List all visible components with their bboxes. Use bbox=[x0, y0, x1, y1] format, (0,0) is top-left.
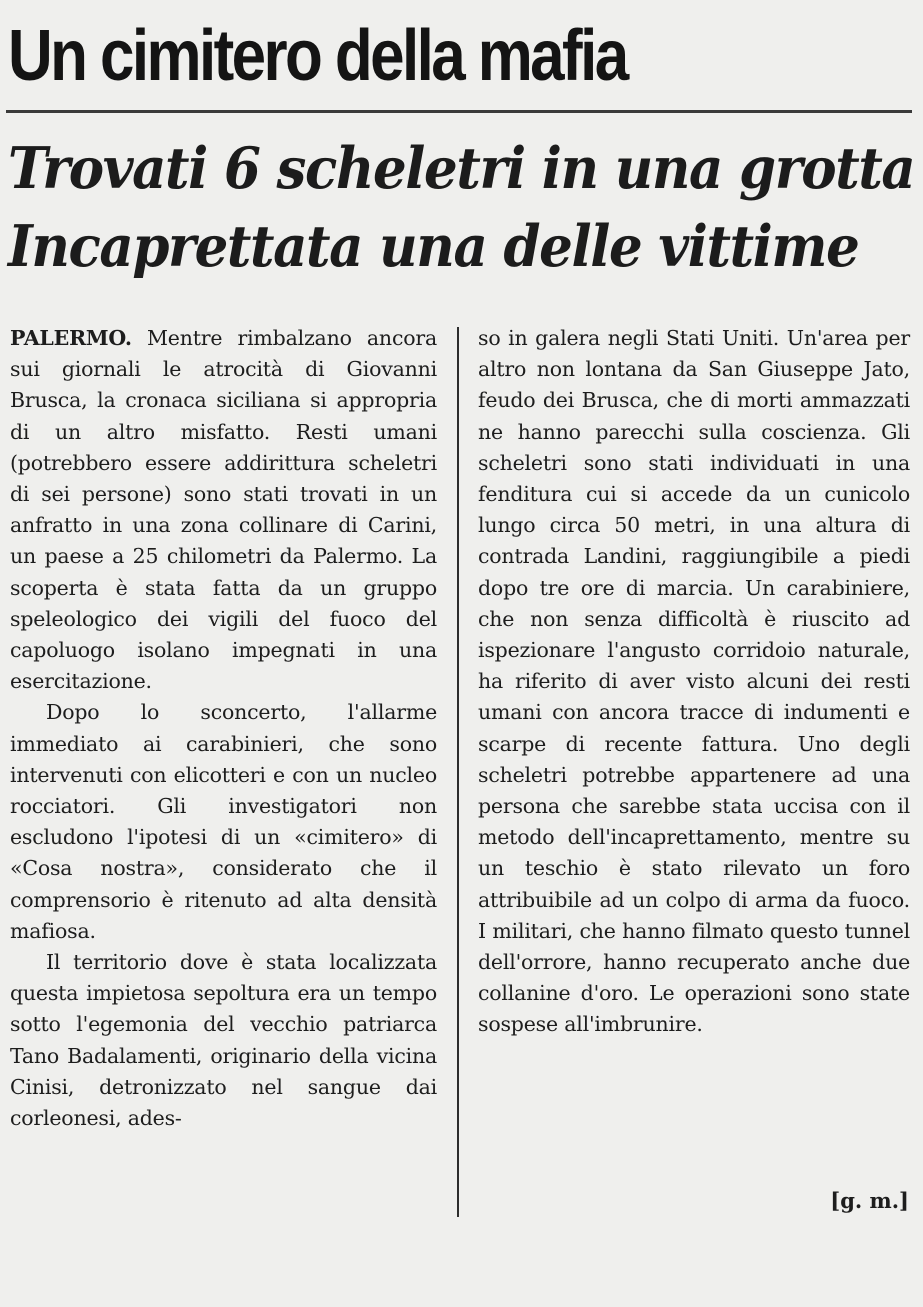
paragraph-text: Mentre rimbalzano ancora sui giornali le atrocità di Giovanni Brusca, la cronaca siciliana si appropria di un altro misfatto. Resti umani (potrebbero essere addirittura scheletri di sei persone) sono stati trovati in un anfratto in una zona collinare di Carini, un paese a 25 chilometri da Palermo. La scoperta è stata fatta da un gruppo speleologico dei vigili del fuoco del capoluogo isolano impegnati in una esercitazione. bbox=[10, 326, 437, 694]
column-divider bbox=[457, 327, 459, 1217]
subheadline bbox=[8, 130, 913, 286]
article-paragraph bbox=[10, 323, 437, 697]
article-paragraph: Dopo lo sconcerto, l'allarme immediato ai carabinieri, che sono intervenuti con elicotteri e con un nucleo rocciatori. Gli investigatori non escludono l'ipotesi di un «cimitero» di «Cosa nostra», considerato che il comprensorio è ritenuto ad alta densità mafiosa. bbox=[10, 700, 437, 943]
subheadline-line: Trovati 6 scheletri in una grotta bbox=[8, 135, 915, 202]
subheadline-line: Incaprettata una delle vittime bbox=[8, 213, 859, 280]
article-column-right bbox=[478, 323, 910, 1041]
dateline: PALERMO. bbox=[10, 326, 132, 350]
article-paragraph: Il territorio dove è stata localizzata questa impietosa sepoltura era un tempo sotto l'egemonia del vecchio patriarca Tano Badalamenti, originario della vicina Cinisi, detronizzato nel sangue dai corleonesi, ades- bbox=[10, 950, 437, 1131]
headline: Un cimitero della mafia bbox=[8, 16, 627, 96]
author-signature: [g. m.] bbox=[830, 1188, 909, 1213]
article-column-left bbox=[10, 323, 437, 1134]
headline-rule bbox=[6, 110, 912, 113]
article-paragraph: so in galera negli Stati Uniti. Un'area per altro non lontana da San Giuseppe Jato, feudo dei Brusca, che di morti ammazzati ne hanno parecchi sulla coscienza. Gli scheletri sono stati individuati in una fenditura cui si accede da un cunicolo lungo circa 50 metri, in una altura di contrada Landini, raggiungibile a piedi dopo tre ore di marcia. Un carabiniere, che non senza difficoltà è riuscito ad ispezionare l'angusto corridoio naturale, ha riferito di aver visto alcuni dei resti umani con ancora tracce di indumenti e scarpe di recente fattura. Uno degli scheletri potrebbe appartenere ad una persona che sarebbe stata uccisa con il metodo dell'incaprettamento, mentre su un teschio è stato rilevato un foro attribuibile ad un colpo di arma da fuoco. I militari, che hanno filmato questo tunnel dell'orrore, hanno recuperato anche due collanine d'oro. Le operazioni sono state sospese all'imbrunire. bbox=[478, 326, 910, 1037]
